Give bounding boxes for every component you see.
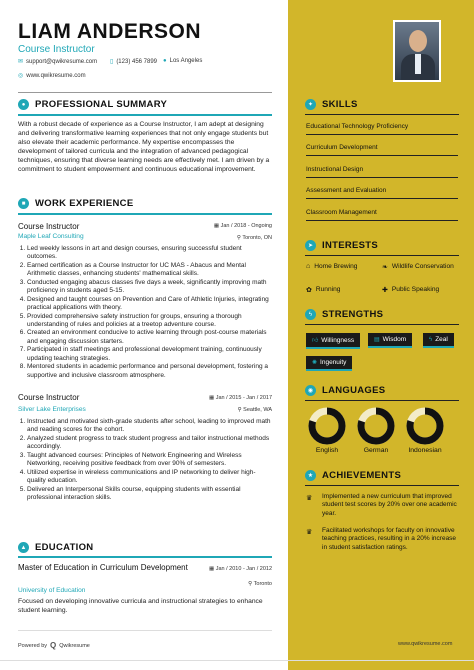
strength-tag: ▤ Wisdom [368,333,412,348]
skill-bar [306,220,458,221]
contact-location [163,58,202,64]
list-item: 3. Conducted engaging abacus classes five days a week, significantly improving math proficiency in students aged 5-15. [27,279,272,296]
achievement-item: Implemented a new curriculum that improved student test scores by 20% over one academic year. [322,493,457,517]
map-pin-icon: ● [163,58,167,64]
job-title: Course Instructor [18,222,80,231]
interest-item: ✿ Running [306,286,341,294]
section-underline [18,114,272,116]
achievement-item: Facilitated workshops for faculty on innovative teaching practices, resulting in a 20% increase in student satisfaction ratings. [322,527,457,551]
profile-photo [393,20,441,82]
section-underline [305,324,459,325]
list-item: 5. Provided comprehensive safety instruction for groups, ensuring a thorough understanding of rules and policies at a treetop adventure course. [27,313,272,330]
skill-bar [306,134,458,135]
job-dates: ▦ Jan / 2015 - Jan / 2017 [209,395,272,401]
list-item: 2. Analyzed student progress to track student progress and tailor instructional methods accordingly. [27,435,272,452]
list-item: 5. Delivered an Interpersonal Skills course, equipping students with essential professional interaction skills. [27,486,272,503]
skill-item: Classroom Management [306,209,377,216]
job-company: Maple Leaf Consulting [18,233,84,240]
language-rings [288,404,474,448]
list-item: 6. Created an environment conducive to active learning through post-course materials and engaging discussion starters. [27,329,272,346]
school-name: University of Education [18,587,86,594]
trophy-icon: ★ [305,470,316,481]
map-pin-icon: ⚲ [248,581,253,587]
lightbulb-icon: ✦ [305,99,316,110]
list-item: 3. Taught advanced courses: Principles of Network Engineering and Wireless Networking, receiving positive feedback from over 90% of semesters. [27,452,272,469]
leaf-icon: ❧ [382,264,388,271]
strength-tag: ✺ Ingenuity [306,356,352,371]
list-item: 8. Mentored students in academic performance and personal development, fostering a supportive and inclusive classroom atmosphere. [27,363,272,380]
section-underline [305,255,459,256]
email-text: support@qwikresume.com [26,58,98,65]
thumbs-up-icon: 👍︎ [312,338,319,344]
book-icon: ▤ [374,337,380,343]
paw-icon: ✿ [306,287,312,294]
skill-item: Educational Technology Proficiency [306,123,409,130]
section-underline [18,556,272,558]
phone-text: (123) 456 7899 [116,58,158,65]
section-underline [18,213,272,215]
job-bullets [18,245,272,380]
globe-icon: ◉ [305,385,316,396]
summary-text: With a robust decade of experience as a Course Instructor, I am adept at designing and delivering transformative learning experiences that not only engage students but also elevate their academic performance. My expertise encompasses the development of tailored curricula and the integration of advanced pedagogical techniques, ensuring that diverse learning needs are effectively met. I am driven by a commitment to student empowerment and continuous educational improvement. [18,121,270,173]
skill-bar [306,177,458,178]
footer-powered: Powered by Q Qwikresume [18,641,90,650]
job-location: ⚲ Seattle, WA [237,407,272,413]
education-dates: ▦ Jan / 2010 - Jan / 2012 [209,566,272,572]
achievements-heading: ★ ACHIEVEMENTS [305,470,401,481]
location-text: Los Angeles [169,58,203,64]
degree-title: Master of Education in Curriculum Development [18,563,188,572]
job-dates: ▦ Jan / 2018 - Ongoing [213,223,272,229]
interest-item: ❧ Wildlife Conservation [382,263,454,271]
graduation-cap-icon: ▲ [18,542,29,553]
list-item: 4. Designed and taught courses on Prevention and Care of Athletic Injuries, integrating practical applications with theory. [27,296,272,313]
language-label: Indonesian [408,447,442,454]
job-bullets [18,418,272,502]
briefcase-icon: ■ [18,198,29,209]
website-text: www.qwikresume.com [26,72,86,79]
language-label: German [363,447,389,454]
phone-icon: ▯ [110,59,114,65]
list-item: 4. Utilized expertise in wireless communications and IP networking to deliver high-quality education. [27,469,272,486]
map-pin-icon: ⚲ [237,407,242,413]
list-item: 1. Instructed and motivated sixth-grade students after school, leading to improved math and reading scores for the cohort. [27,418,272,435]
skill-bar [306,198,458,199]
paper-plane-icon: ➤ [305,240,316,251]
divider [18,92,272,93]
contact-email[interactable] [18,58,97,65]
bulb-icon: ✺ [312,360,318,366]
map-pin-icon: ⚲ [236,235,241,241]
bolt-icon: ϟ [429,336,433,343]
person-icon: ● [18,99,29,110]
skill-item: Instructional Design [306,166,364,173]
summary-heading: ● PROFESSIONAL SUMMARY [18,99,167,110]
candidate-name: LIAM ANDERSON [18,20,202,43]
interest-item: ✚ Public Speaking [382,286,440,294]
home-icon: ⌂ [306,263,311,270]
bolt-icon: ϟ [305,309,316,320]
calendar-icon: ▦ [209,566,215,572]
gamepad-icon: ✚ [382,287,388,294]
skill-bar [306,155,458,156]
skill-item: Assessment and Evaluation [306,187,387,194]
language-label: English [315,447,339,454]
interests-heading: ➤ INTERESTS [305,240,378,251]
education-location: ⚲ Toronto [248,581,272,587]
job-company: Silver Lake Enterprises [18,406,86,413]
job-location: ⚲ Toronto, ON [236,235,272,241]
footer-website[interactable]: www.qwikresume.com [398,641,453,647]
list-item: 1. Led weekly lessons in art and design courses, ensuring successful student outcomes. [27,245,272,262]
calendar-icon: ▦ [209,395,215,401]
calendar-icon: ▦ [213,223,220,229]
section-underline [305,114,459,115]
candidate-title: Course Instructor [18,44,95,55]
envelope-icon: ✉ [18,59,24,65]
trophy-icon: ♛ [306,529,313,536]
skill-item: Curriculum Development [306,144,378,151]
strength-tag: 👍︎ Willingness [306,333,360,349]
contact-phone [110,58,157,65]
experience-heading: ■ WORK EXPERIENCE [18,198,133,209]
qwikresume-logo-icon: Q [50,641,57,650]
section-underline [305,485,459,486]
contact-website[interactable] [18,72,86,79]
list-item: 2. Earned certification as a Course Instructor for UC MAS - Abacus and Mental Arithmetic classes, enhancing students' mathematical skills. [27,262,272,279]
education-heading: ▲ EDUCATION [18,542,93,553]
bottom-divider [0,660,474,661]
interest-item: ⌂ Home Brewing [306,263,358,270]
strengths-heading: ϟ STRENGTHS [305,309,383,320]
globe-icon: ◎ [18,73,24,79]
education-description: Focused on developing innovative curricula and instructional strategies to enhance student learning. [18,598,263,614]
list-item: 7. Participated in staff meetings and professional development training, continuously updating teaching strategies. [27,346,272,363]
skills-heading: ✦ SKILLS [305,99,358,110]
trophy-icon: ♛ [306,495,313,502]
job-title: Course Instructor [18,393,80,402]
divider [18,630,272,631]
section-underline [305,400,459,401]
strength-tag: ϟ Zeal [423,333,454,348]
languages-heading: ◉ LANGUAGES [305,385,385,396]
